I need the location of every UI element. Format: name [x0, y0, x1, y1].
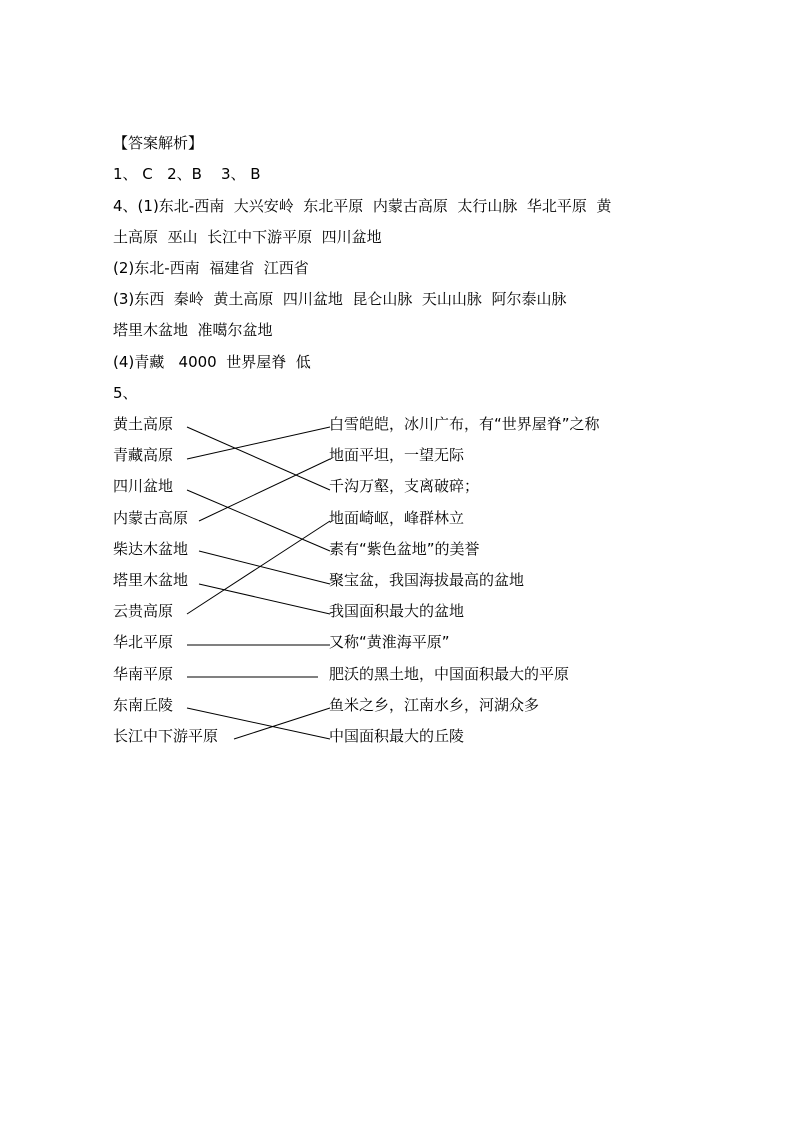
q4-part4: (4)青藏 4000 世界屋脊 低	[113, 353, 311, 371]
match-left-item: 东南丘陵	[113, 696, 174, 714]
q4-part2: (2)东北-西南 福建省 江西省	[113, 259, 309, 277]
match-line-qingzang	[187, 427, 330, 459]
match-right-item: 鱼米之乡，江南水乡，河湖众多	[329, 696, 540, 714]
match-left-item: 云贵高原	[113, 602, 174, 620]
match-left-item: 塔里木盆地	[113, 571, 189, 589]
match-line-neimenggu	[199, 459, 330, 521]
match-left-item: 内蒙古高原	[113, 509, 189, 527]
match-right-item: 地面崎岖，峰群林立	[329, 509, 465, 527]
match-right-item: 中国面积最大的丘陵	[329, 727, 465, 745]
q4-part1-line1: 4、(1)东北-西南 大兴安岭 东北平原 内蒙古高原 太行山脉 华北平原 黄	[113, 197, 612, 215]
match-line-huangtu	[187, 427, 330, 490]
match-right-item: 素有“紫色盆地”的美誉	[329, 540, 480, 558]
match-left-item: 华北平原	[113, 633, 174, 651]
match-left-item: 四川盆地	[113, 477, 174, 495]
q4-part3-line2: 塔里木盆地 准噶尔盆地	[113, 321, 273, 339]
match-line-sichuan	[187, 490, 330, 551]
match-left-item: 华南平原	[113, 665, 174, 683]
match-line-dongnan	[187, 708, 330, 739]
q5-label: 5、	[113, 384, 138, 402]
match-right-item: 我国面积最大的盆地	[329, 602, 465, 620]
match-right-item: 聚宝盆，我国海拔最高的盆地	[329, 571, 525, 589]
match-left-item: 黄土高原	[113, 415, 174, 433]
match-right-item: 又称“黄淮海平原”	[329, 633, 450, 651]
match-left-item: 青藏高原	[113, 446, 174, 464]
match-line-chaidamu	[199, 551, 330, 584]
match-line-changjiang	[234, 708, 330, 739]
q4-part1-line2: 土高原 巫山 长江中下游平原 四川盆地	[113, 228, 382, 246]
match-line-yungui	[187, 521, 330, 614]
match-right-item: 肥沃的黑土地，中国面积最大的平原	[329, 665, 570, 683]
answer-heading: 【答案解析】	[113, 134, 204, 152]
match-left-item: 长江中下游平原	[113, 727, 219, 745]
match-right-item: 千沟万壑，支离破碎；	[329, 477, 480, 495]
mc-answers: 1、 C 2、B 3、 B	[113, 165, 261, 183]
match-right-item: 白雪皑皑，冰川广布，有“世界屋脊”之称	[329, 415, 600, 433]
match-left-item: 柴达木盆地	[113, 540, 189, 558]
match-line-talimu	[199, 584, 330, 614]
q4-part3-line1: (3)东西 秦岭 黄土高原 四川盆地 昆仑山脉 天山山脉 阿尔泰山脉	[113, 290, 567, 308]
match-right-item: 地面平坦，一望无际	[329, 446, 465, 464]
